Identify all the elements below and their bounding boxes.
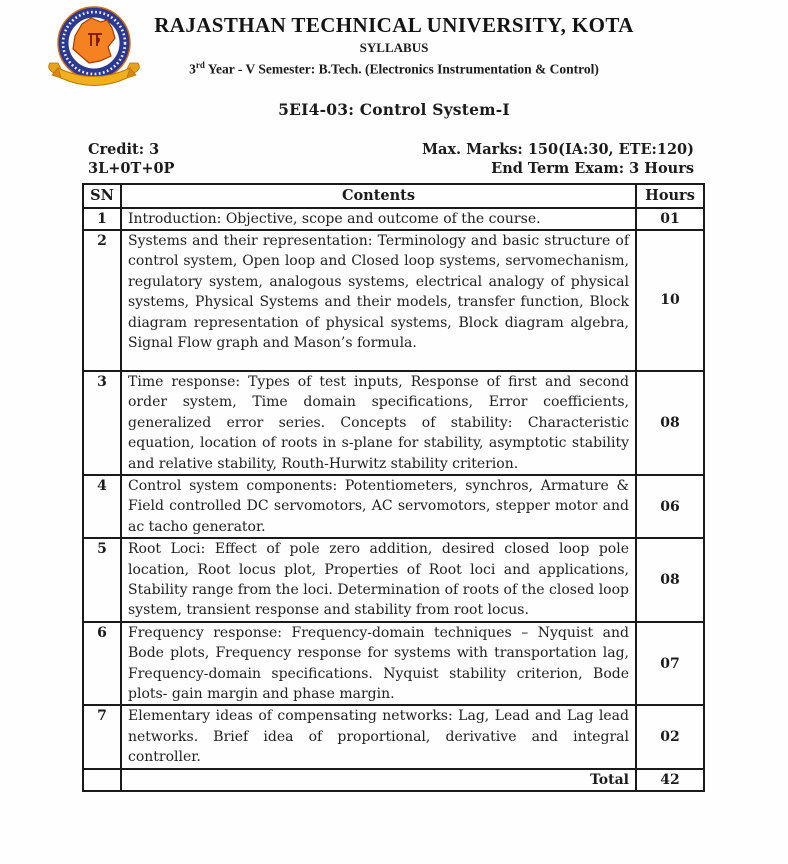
sn-column-header: SN — [83, 184, 121, 208]
course-title: 5EI4-03: Control System-I — [278, 99, 510, 119]
table-row — [83, 371, 704, 475]
table-header-row — [83, 184, 704, 208]
row-contents-cell: Root Loci: Effect of pole zero addition, desired closed loop pole location, Root locus plot, Properties of Root loci and applications, Stability range from the loci. Determination of roots of the closed loop system, transient response and stability from root locus. — [121, 538, 636, 622]
row-hours-cell: 02 — [636, 705, 704, 768]
info-row-1 — [88, 140, 694, 159]
row-sn-cell: 2 — [83, 230, 121, 371]
row-contents-cell: Introduction: Objective, scope and outcome of the course. — [121, 208, 636, 230]
table-row — [83, 538, 704, 622]
row-sn-cell: 7 — [83, 705, 121, 768]
max-marks-label: Max. Marks: 150(IA:30, ETE:120) — [421, 140, 694, 158]
university-name: RAJASTHAN TECHNICAL UNIVERSITY, KOTA — [154, 13, 634, 37]
info-row-2 — [88, 159, 694, 178]
total-label-cell: Total — [121, 769, 636, 791]
program-year-ordinal: rd — [195, 60, 205, 70]
row-sn-cell: 3 — [83, 371, 121, 475]
row-sn-cell: 1 — [83, 208, 121, 230]
credit-label: Credit: 3 — [88, 140, 160, 158]
row-hours-cell: 06 — [636, 475, 704, 538]
rtu-emblem-icon — [44, 5, 144, 93]
contents-column-header: Contents — [121, 184, 636, 208]
row-sn-cell: 6 — [83, 622, 121, 706]
program-year: 3 — [189, 61, 196, 77]
row-hours-cell: 01 — [636, 208, 704, 230]
hours-column-header: Hours — [636, 184, 704, 208]
syllabus-table — [82, 183, 705, 792]
row-contents-cell: Frequency response: Frequency-domain techniques – Nyquist and Bode plots, Frequency response for systems with transportation lag, Frequency-domain specifications. Nyquist stability criterion, Bode plots- gain margin and phase margin. — [121, 622, 636, 706]
course-info-block — [88, 140, 694, 178]
syllabus-table-body — [83, 208, 704, 769]
row-hours-cell: 10 — [636, 230, 704, 371]
row-contents-cell: Time response: Types of test inputs, Response of first and second order system, Time domain specifications, Error coefficients, generalized error series. Concepts of stability: Characteristic equation, location of roots in s-plane for stability, asymptotic stability and relative stability, Routh-Hurwitz stability criterion. — [121, 371, 636, 475]
exam-duration-label: End Term Exam: 3 Hours — [491, 159, 694, 177]
row-hours-cell: 08 — [636, 371, 704, 475]
row-contents-cell: Control system components: Potentiometers, synchros, Armature & Field controlled DC servomotors, AC servomotors, stepper motor and ac tacho generator. — [121, 475, 636, 538]
table-row — [83, 705, 704, 768]
row-hours-cell: 07 — [636, 622, 704, 706]
total-hours-cell: 42 — [636, 769, 704, 791]
row-sn-cell: 4 — [83, 475, 121, 538]
table-row — [83, 622, 704, 706]
document-type-label: SYLLABUS — [359, 40, 429, 55]
total-sn-cell — [83, 769, 121, 791]
table-row — [83, 208, 704, 230]
row-sn-cell: 5 — [83, 538, 121, 622]
row-hours-cell: 08 — [636, 538, 704, 622]
ltp-label: 3L+0T+0P — [88, 159, 175, 177]
program-details: Year - V Semester: B.Tech. (Electronics Instrumentation & Control) — [204, 61, 599, 77]
row-contents-cell: Elementary ideas of compensating networks: Lag, Lead and Lag lead networks. Brief idea of proportional, derivative and integral controller. — [121, 705, 636, 768]
table-row — [83, 230, 704, 371]
total-row — [83, 769, 704, 791]
university-logo — [44, 5, 144, 93]
table-row — [83, 475, 704, 538]
row-contents-cell: Systems and their representation: Terminology and basic structure of control system, Open loop and Closed loop systems, servomechanism, regulatory system, analogous systems, electrical analogy of physical systems, Physical Systems and their models, transfer function, Block diagram representation of physical systems, Block diagram algebra, Signal Flow graph and Mason’s formula. — [121, 230, 636, 371]
